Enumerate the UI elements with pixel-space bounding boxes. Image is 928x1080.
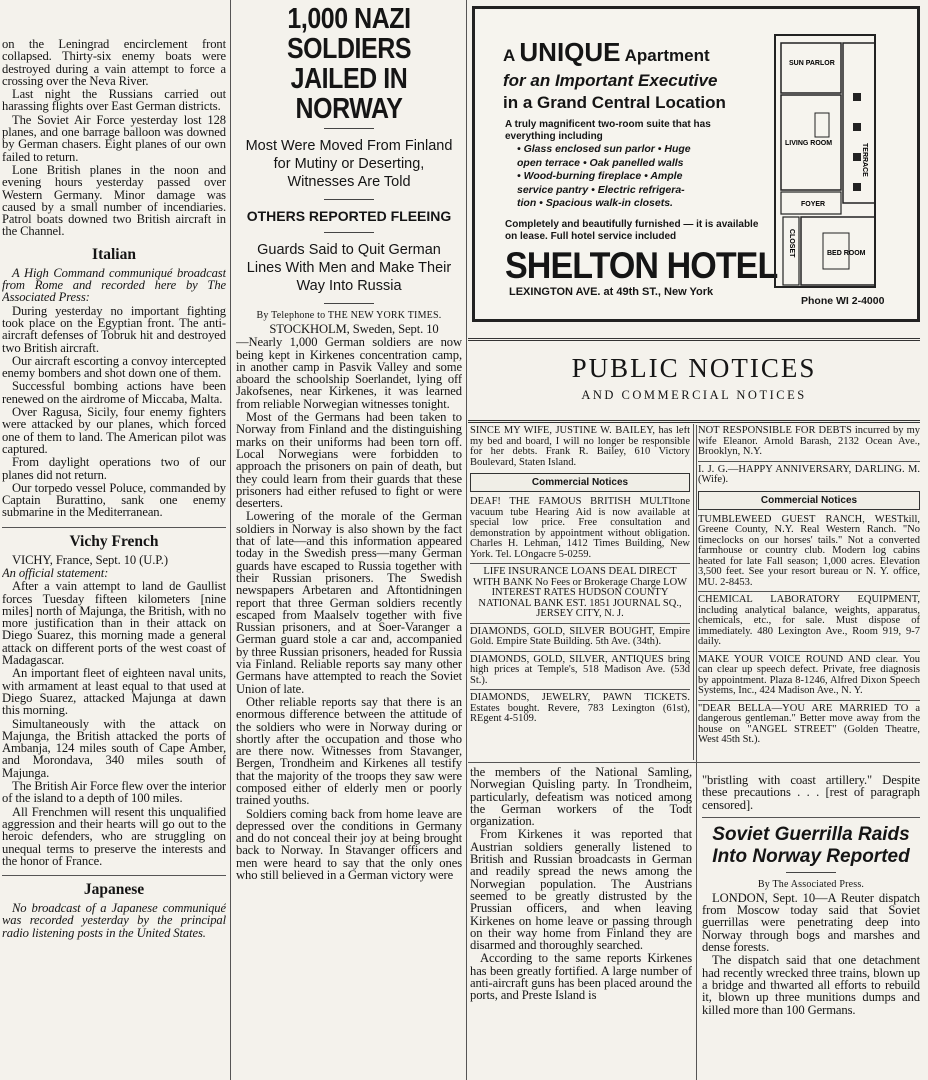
war-communique-continued xyxy=(2,38,226,238)
notice-item: DIAMONDS, GOLD, SILVER BOUGHT, Empire Gold. Empire State Building. 5th Ave. (34th). xyxy=(470,625,690,647)
column-rule xyxy=(693,424,694,760)
article-paragraph: Our aircraft escorting a convoy intercepted enemy bombers and shot down one of them. xyxy=(2,353,226,381)
deck-rule xyxy=(324,303,374,304)
ad-subhead: in a Grand Central Location xyxy=(503,93,726,112)
ad-address: LEXINGTON AVE. at 49th ST., New York xyxy=(509,286,714,298)
ad-headline-a: A xyxy=(503,46,515,65)
article-paragraph: Our torpedo vessel Poluce, commanded by Captain Burattino, sank one enemy submarine in the Mediterranean. xyxy=(2,480,226,520)
commercial-notices-label: Commercial Notices xyxy=(698,491,920,510)
notice-item: "DEAR BELLA—YOU ARE MARRIED TO a dangerous gentleman." Better move away from the house on "ANGEL STREET" (Golden Theatre, West 45th St.). xyxy=(698,702,920,745)
article-paragraph: The British Air Force flew over the interior of the island to a depth of 100 miles. xyxy=(2,779,226,806)
article-paragraph: Soldiers coming back from home leave are depressed over the conditions in Germany and do not conceal their joy at being brought back to Norway. In Stavanger officers and men were heard to say that the only ones who still believed in a German victory were xyxy=(236,806,462,883)
article-paragraph: Most of the Germans had been taken to Norway from Finland and the distinguishing marks on their uniforms had been torn off. Local Norwegians were forbidden to approach the prisoners on pain of death, but they could learn from their guards that these prisoners had either refused to fight or were deserters. xyxy=(236,410,462,511)
notice-divider xyxy=(698,591,920,592)
notice-divider xyxy=(470,689,690,690)
plan-label: FOYER xyxy=(801,201,826,208)
ad-phone: Phone WI 2-4000 xyxy=(801,295,885,307)
ad-furnished-note: Completely and beautifully furnished — it is available on lease. Full hotel service included xyxy=(505,219,759,242)
article-dateline: STOCKHOLM, Sweden, Sept. 10 xyxy=(269,322,439,336)
article-paragraph: An important fleet of eighteen naval units, with armament at least equal to that used at Diego Suarez, attacked Majunga at dawn this morning. xyxy=(2,666,226,718)
byline: By The Associated Press. xyxy=(757,878,865,890)
headline-deck: Most Were Moved From Finland for Mutiny or Deserting, Witnesses Are Told xyxy=(245,138,453,190)
ad-intro: A truly magnificent two-room suite that has everything including xyxy=(505,119,711,142)
plan-label: BED ROOM xyxy=(827,250,866,257)
column-main-story xyxy=(236,4,462,1080)
ad-feature: open terrace • Oak panelled walls xyxy=(517,156,684,169)
ad-feature: • Wood-burning fireplace • Ample xyxy=(517,170,683,182)
article-paragraph: After a vain attempt to land de Gaullist forces Tuesday fifteen kilometers [nine miles] north of Majunga, the British, with no more justification than in their attack on Diego Suarez, this morning made a general attack on different ports of the west coast of Madagascar. xyxy=(2,579,226,668)
section-head-japanese: Japanese xyxy=(2,875,226,899)
headline-deck: Guards Said to Quit German Lines With Men and Make Their Way Into Russia xyxy=(246,242,452,294)
column-rule xyxy=(466,0,467,1080)
notice-divider xyxy=(470,563,690,564)
notice-item: DIAMONDS, GOLD, SILVER, ANTIQUES bring high prices at Temple's, 518 Madison Ave. (53d St.). xyxy=(470,653,690,686)
plan-label: TERRACE xyxy=(861,143,868,177)
notices-right-column xyxy=(698,426,920,760)
section-intro: A High Command communiqué broadcast from Rome and recorded here by The Associated Press: xyxy=(2,265,226,305)
article-paragraph: No broadcast of a Japanese communiqué was recorded yesterday by the principal radio listening posts in the United States. xyxy=(2,901,226,940)
article-paragraph: "bristling with coast artillery." Despite these precautions . . . [rest of paragraph censored]. xyxy=(702,774,920,812)
headline-rule xyxy=(786,872,836,873)
notice-item: CHEMICAL LABORATORY EQUIPMENT, including analytical balance, weights, apparatus, chemicals, etc., for sale. Must dispose of immediately. 480 Lexington Ave., Room 919, 9-7 daily. xyxy=(698,594,920,647)
column-rule xyxy=(696,425,697,1080)
commercial-notices-label: Commercial Notices xyxy=(470,473,690,492)
article-paragraph: Lowering of the morale of the German soldiers in Norway is also shown by the fact that of late—and this information appeared today in the Swedish press—many German guards have escaped to Russia together with their Russian prisoners. The Swedish newspapers Arbetaren and Aftontidningen report that three German soldiers recently escaped from Maalselv together with five Russian prisoners, and at Soer-Varanger a German guard stole a car and, accompanied by three Russian prisoners, headed for Russia via Finland. Reliable reports say many other Germans have attempted to reach the Soviet Union of late. xyxy=(236,509,462,696)
column-continuation xyxy=(470,766,692,1080)
article-paragraph: Simultaneously with the attack on Majunga, the British attacked the ports of Ambanja, 124 miles south of Cape Amber, and Morondava, 340 miles south of Majunga. xyxy=(2,716,226,780)
shelton-hotel-advertisement xyxy=(472,6,920,322)
byline: By Telephone to THE NEW YORK TIMES. xyxy=(256,310,442,321)
section-head-vichy: Vichy French xyxy=(2,527,226,551)
deck-rule xyxy=(324,199,374,200)
column-rule xyxy=(230,0,231,1080)
notices-bottom-rule xyxy=(468,762,920,763)
article-paragraph: The Soviet Air Force yesterday lost 128 planes, and one barrage balloon was downed by German chasers. Eight planes of our own failed to return. xyxy=(2,112,226,164)
floor-plan-drawing xyxy=(771,33,891,289)
notice-item: I. J. G.—HAPPY ANNIVERSARY, DARLING. M. (Wife). xyxy=(698,463,920,485)
article-paragraph: According to the same reports Kirkenes has been greatly fortified. A large number of anti-aircraft guns has been placed around the ports, and Preste Island is xyxy=(470,951,692,1003)
notice-divider xyxy=(470,623,690,624)
section-head-italian: Italian xyxy=(92,245,136,263)
notice-divider xyxy=(698,700,920,701)
ad-subhead: for an Important Executive xyxy=(503,71,718,90)
notice-divider xyxy=(698,461,920,462)
notice-item: TUMBLEWEED GUEST RANCH, WESTkill, Greene County, N.Y. Real Western Ranch. "No timeclocks on our horses' tails." Not a converted farmhouse or country club. Modern log cabins heated for late Fall season; 1,000 acres. Elevation 3,500 feet. See your resort bureau or N. Y. office, MU. 2-8453. xyxy=(698,513,920,588)
article-paragraph: Over Ragusa, Sicily, four enemy fighters were attacked by our planes, which forced one of them to land. The American pilot was captured. xyxy=(2,405,226,456)
ad-feature: service pantry • Electric refrigera- xyxy=(517,183,685,196)
ad-headline-unique: UNIQUE xyxy=(519,37,621,67)
notices-left-column xyxy=(470,426,690,760)
column-right-story xyxy=(702,774,920,1080)
article-paragraph: Lone British planes in the noon and evening hours yesterday passed over Western Germany. Minor damage was caused by a small number of incendiaries. Patrol boats downed two British aircraft in the Channel. xyxy=(2,162,226,239)
article-paragraph: The dispatch said that one detachment had recently wrecked three trains, blown up a bridge and thwarted all efforts to rebuild it, blown up three munitions dumps and killed more than 100 Germans. xyxy=(702,953,920,1017)
main-headline: 1,000 NAZI SOLDIERS JAILED IN NORWAY xyxy=(286,4,412,125)
article-paragraph: Other reliable reports say that there is an enormous difference between the attitude of the soldiers who were in Norway during or shortly after the occupation and those who are there now. Witnesses from Stavanger, Bergen, Trondheim and Kirkenes all testify that the majority of the troops they saw were composed either of elderly men or poorly trained youths. xyxy=(236,694,462,808)
ad-headline xyxy=(503,37,710,68)
article-paragraph: the members of the National Samling, Norwegian Quisling party. In Trondheim, particularly, defeatism was noticed among the German workers of the Todt organization. xyxy=(470,766,692,829)
article-paragraph: Last night the Russians carried out harassing flights over East German districts. xyxy=(2,87,226,114)
notice-item: MAKE YOUR VOICE ROUND AND clear. You can clear up speech defect. Private, free diagnosis by appointment. Plaza 8-1246, Alfred Dixon Speech Systems, Inc., 424 Madison Ave., N. Y. xyxy=(698,653,920,696)
article-paragraph: Successful bombing actions have been renewed on the airdrome of Miccaba, Malta. xyxy=(2,379,226,406)
notice-divider xyxy=(698,651,920,652)
plan-label: CLOSET xyxy=(788,229,795,258)
ad-feature: tion • Spacious walk-in closets. xyxy=(517,197,673,209)
public-notices-subtitle: AND COMMERCIAL NOTICES xyxy=(581,388,807,402)
plan-label: LIVING ROOM xyxy=(785,140,833,147)
article-paragraph: From daylight operations two of our planes did not return. xyxy=(2,455,226,482)
column-left xyxy=(2,38,226,1078)
notice-item: DEAF! THE FAMOUS BRITISH MULTItone vacuum tube Hearing Aid is now available at special low price. Free consultation and demonstration by appointment without obligation. Charles H. Lehman, 1412 Times Building, New York. Tel. LOngacre 5-0259. xyxy=(470,496,690,560)
article-paragraph: on the Leningrad encirclement front collapsed. Thirty-six enemy boats were destroyed during a vain attempt to force a crossing over the Neva River. xyxy=(2,38,226,88)
story-headline: Soviet Guerrilla Raids Into Norway Reported xyxy=(712,823,910,867)
article-paragraph: During yesterday no important fighting took place on the Egyptian front. The anti-aircraft defenses of Tobruk hit and destroyed two British aircraft. xyxy=(2,303,226,355)
ad-feature-list xyxy=(517,143,757,211)
ad-headline-apartment: Apartment xyxy=(624,46,710,65)
public-notices-header xyxy=(468,338,920,423)
notice-divider xyxy=(470,651,690,652)
notice-item: NOT RESPONSIBLE FOR DEBTS incurred by my wife Eleanor. Arnold Barash, 2132 Ocean Ave., Brooklyn, N.Y. xyxy=(698,426,920,457)
plan-label: SUN PARLOR xyxy=(789,60,835,67)
ad-hotel-name: SHELTON HOTEL xyxy=(505,245,778,286)
notice-item: SINCE MY WIFE, JUSTINE W. BAILEY, has left my bed and board, I will no longer be responsible for her debts. Frank R. Bailey, 610 Victory Boulevard, Staten Island. xyxy=(470,426,690,468)
article-paragraph: LONDON, Sept. 10—A Reuter dispatch from Moscow today said that Soviet guerrillas were penetrating deep into Norway through bogs and marshes and dense forests. xyxy=(702,890,920,955)
section-intro: An official statement: xyxy=(2,565,109,580)
dateline-text: VICHY, France, Sept. 10 (U.P.) xyxy=(12,552,168,567)
headline-deck-caps: OTHERS REPORTED FLEEING xyxy=(246,208,452,224)
notice-item: DIAMONDS, JEWELRY, PAWN TICKETS. Estates bought. Revere, 783 Lexington (61st), REgent 4-5109. xyxy=(470,692,690,724)
article-dateline xyxy=(2,554,226,566)
article-paragraph: All Frenchmen will resent this unqualified aggression and their hearts will go out to the heroic defenders, who are struggling on unequal terms to preserve the interests and the honor of France. xyxy=(2,804,226,868)
deck-rule xyxy=(324,232,374,233)
article-paragraph: —Nearly 1,000 German soldiers are now being kept in Kirkenes concentration camp, in another camp in Pasvik Valley and some aboard the schoolship Soerlandet, lying off Jakofsenes, near Kirkenes, it was learned from reliable Norwegian witnesses tonight. xyxy=(236,335,462,411)
public-notices-title: PUBLIC NOTICES xyxy=(571,353,817,383)
article-paragraph: From Kirkenes it was reported that Austrian soldiers generally listened to British and Russian broadcasts in German and readily spread the news among the Norwegian population. The Austrians seemed to be greatly distrusted by the Prussian officers, and when leaving Kirkenes on home leave or passing through on their way home from Finland they are disarmed and thoroughly searched. xyxy=(470,827,692,953)
story-divider xyxy=(702,817,920,818)
ad-feature: • Glass enclosed sun parlor • Huge xyxy=(517,143,691,155)
notice-item: LIFE INSURANCE LOANS DEAL DIRECT WITH BANK No Fees or Brokerage Charge LOW INTEREST RATES HUDSON COUNTY NATIONAL BANK EST. 1851 JOURNAL SQ., JERSEY CITY, N. J. xyxy=(472,566,688,619)
headline-rule xyxy=(324,128,374,129)
